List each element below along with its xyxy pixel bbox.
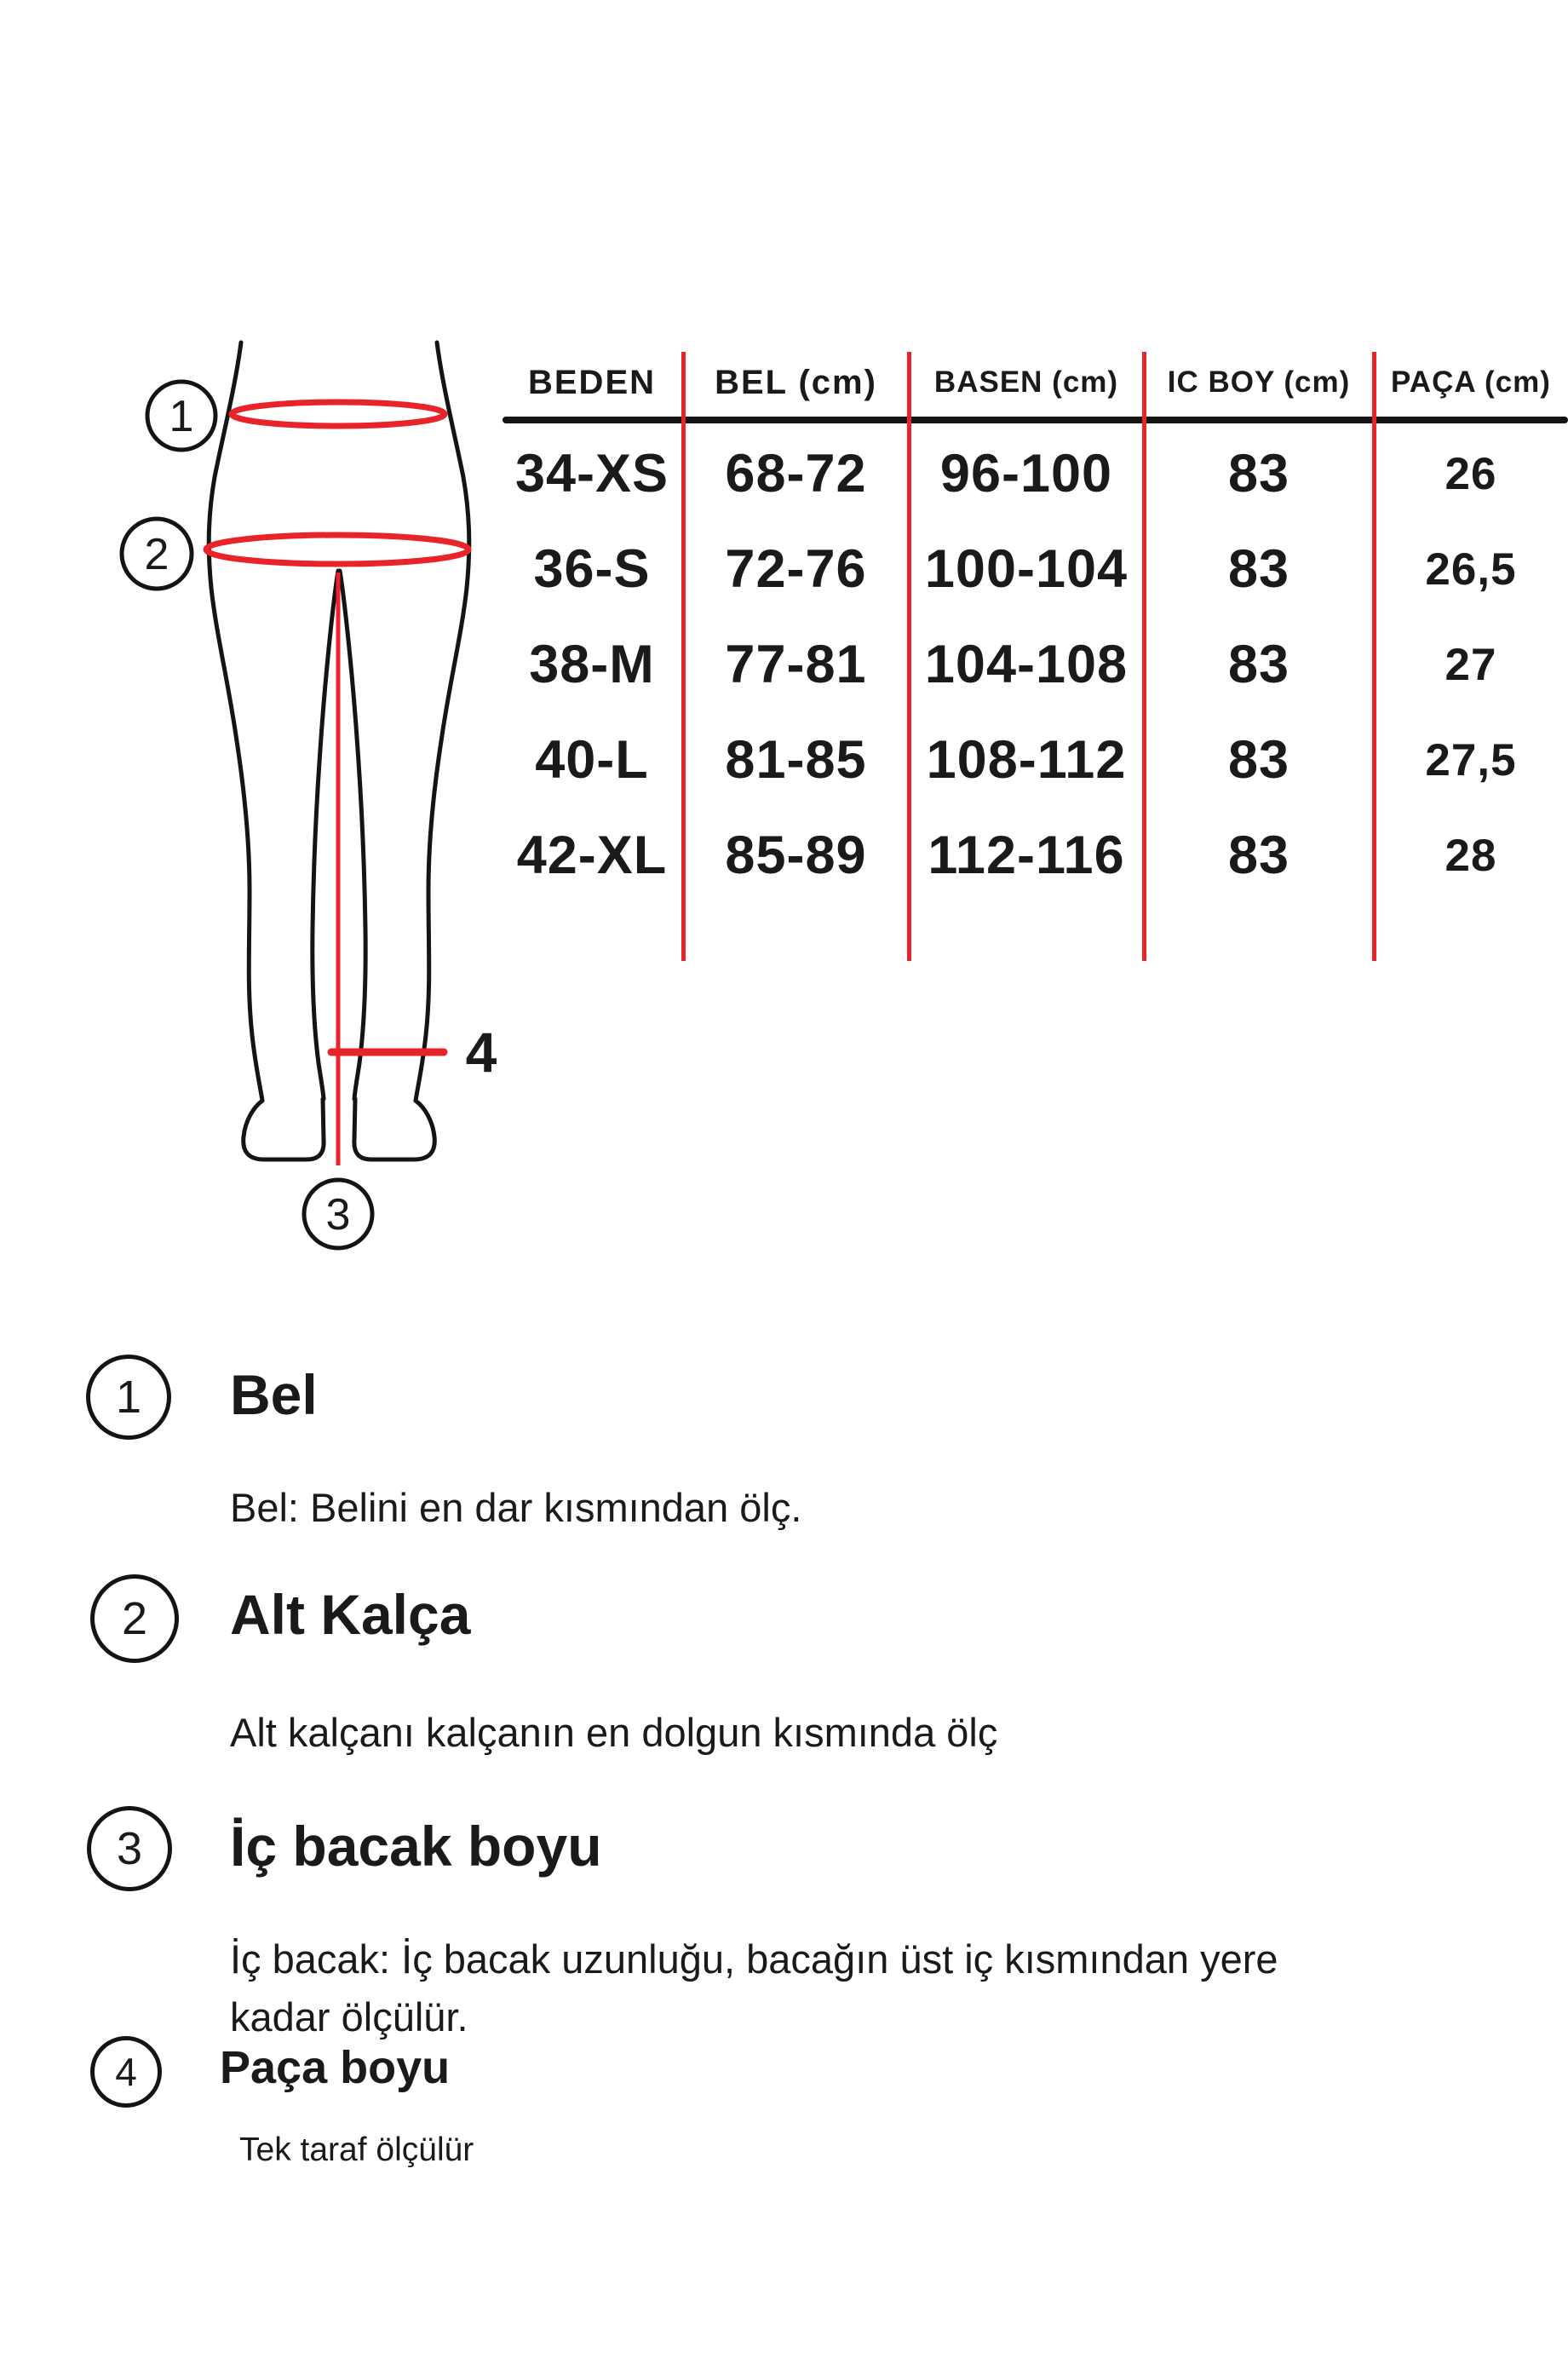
legend-desc-line: İç bacak: İç bacak uzunluğu, bacağın üst iç kısmından yere (230, 1936, 1278, 1982)
legend-desc-ic-bacak (230, 1930, 1278, 2046)
legend-title-bel: Bel (230, 1363, 318, 1426)
right-inner-leg-line (340, 571, 365, 1099)
size-cell: 42-XL (516, 826, 668, 885)
hip-measure-ellipse (206, 535, 468, 564)
size-cell: 36-S (533, 539, 651, 599)
size-cell: 85-89 (725, 826, 867, 885)
table-header-underline (503, 417, 1568, 423)
waist-measure-ellipse (232, 402, 445, 426)
column-header: PAÇA (cm) (1391, 365, 1551, 399)
table-column-separator (1142, 352, 1146, 961)
size-cell: 38-M (529, 635, 655, 694)
legend-desc-line: kadar ölçülür. (230, 1994, 468, 2039)
size-cell: 83 (1227, 730, 1290, 790)
size-cell: 27,5 (1425, 734, 1517, 785)
legend-marker-4-number: 4 (115, 2050, 137, 2094)
figure-marker-2-label: 2 (144, 530, 169, 579)
size-table (501, 339, 1568, 903)
size-cell: 83 (1227, 826, 1290, 885)
measurement-lines (206, 402, 468, 1165)
legend-desc-paca (239, 2121, 474, 2179)
column-header: BASEN (cm) (933, 365, 1119, 399)
size-cell: 27 (1445, 639, 1497, 690)
size-cell: 100-104 (924, 539, 1129, 599)
legend-marker-1 (86, 1355, 171, 1440)
legend-desc-bel (230, 1479, 801, 1537)
legend-title-alt-kalca: Alt Kalça (230, 1583, 471, 1646)
size-cell: 34-XS (514, 444, 669, 503)
legend-marker-3-number: 3 (116, 1823, 143, 1874)
legend-desc-line: Bel: Belini en dar kısmından ölç. (230, 1485, 802, 1530)
size-cell: 81-85 (725, 730, 867, 790)
size-cell: 83 (1227, 444, 1290, 503)
table-column-separator (1372, 352, 1376, 961)
left-inner-leg-line (313, 571, 338, 1099)
figure-marker-3-label: 3 (325, 1190, 351, 1240)
size-cell: 104-108 (924, 635, 1129, 694)
legend-marker-4 (90, 2036, 162, 2108)
table-column-separator (907, 352, 911, 961)
legend-marker-2 (90, 1574, 179, 1663)
size-cell: 83 (1227, 635, 1290, 694)
legend-title-ic-bacak: İç bacak boyu (230, 1815, 602, 1878)
legend-desc-line: Alt kalçanı kalçanın en dolgun kısmında ölç (230, 1710, 998, 1755)
figure-markers (122, 382, 497, 1248)
right-outer-leg-line (416, 342, 469, 1101)
right-foot-outline (354, 1099, 434, 1159)
size-cell: 28 (1445, 830, 1497, 881)
table-column-separator (681, 352, 686, 961)
size-cell: 26 (1445, 448, 1497, 499)
column-header: BEDEN (527, 363, 657, 401)
left-outer-leg-line (209, 342, 262, 1101)
body-measurement-figure (51, 324, 562, 1261)
figure-marker-4-label: 4 (465, 1021, 497, 1084)
legend-desc-line: Tek taraf ölçülür (239, 2132, 474, 2168)
size-cell: 40-L (535, 730, 649, 790)
left-foot-outline (244, 1099, 324, 1159)
legend-title-paca: Paça boyu (220, 2042, 451, 2093)
size-cell: 77-81 (725, 635, 867, 694)
legend-marker-1-number: 1 (115, 1372, 142, 1423)
legend-marker-2-number: 2 (121, 1593, 148, 1644)
size-cell: 112-116 (928, 826, 1125, 885)
column-header: IC BOY (cm) (1167, 365, 1351, 399)
size-cell: 72-76 (725, 539, 867, 599)
size-cell: 108-112 (926, 730, 1127, 790)
figure-marker-1-label: 1 (169, 392, 194, 441)
size-cell: 96-100 (939, 444, 1113, 503)
column-header: BEL (cm) (715, 363, 877, 401)
size-cell: 68-72 (725, 444, 867, 503)
legend-desc-alt-kalca (230, 1704, 997, 1762)
size-cell: 26,5 (1425, 544, 1517, 595)
size-cell: 83 (1227, 539, 1290, 599)
legend-marker-3 (87, 1806, 172, 1891)
